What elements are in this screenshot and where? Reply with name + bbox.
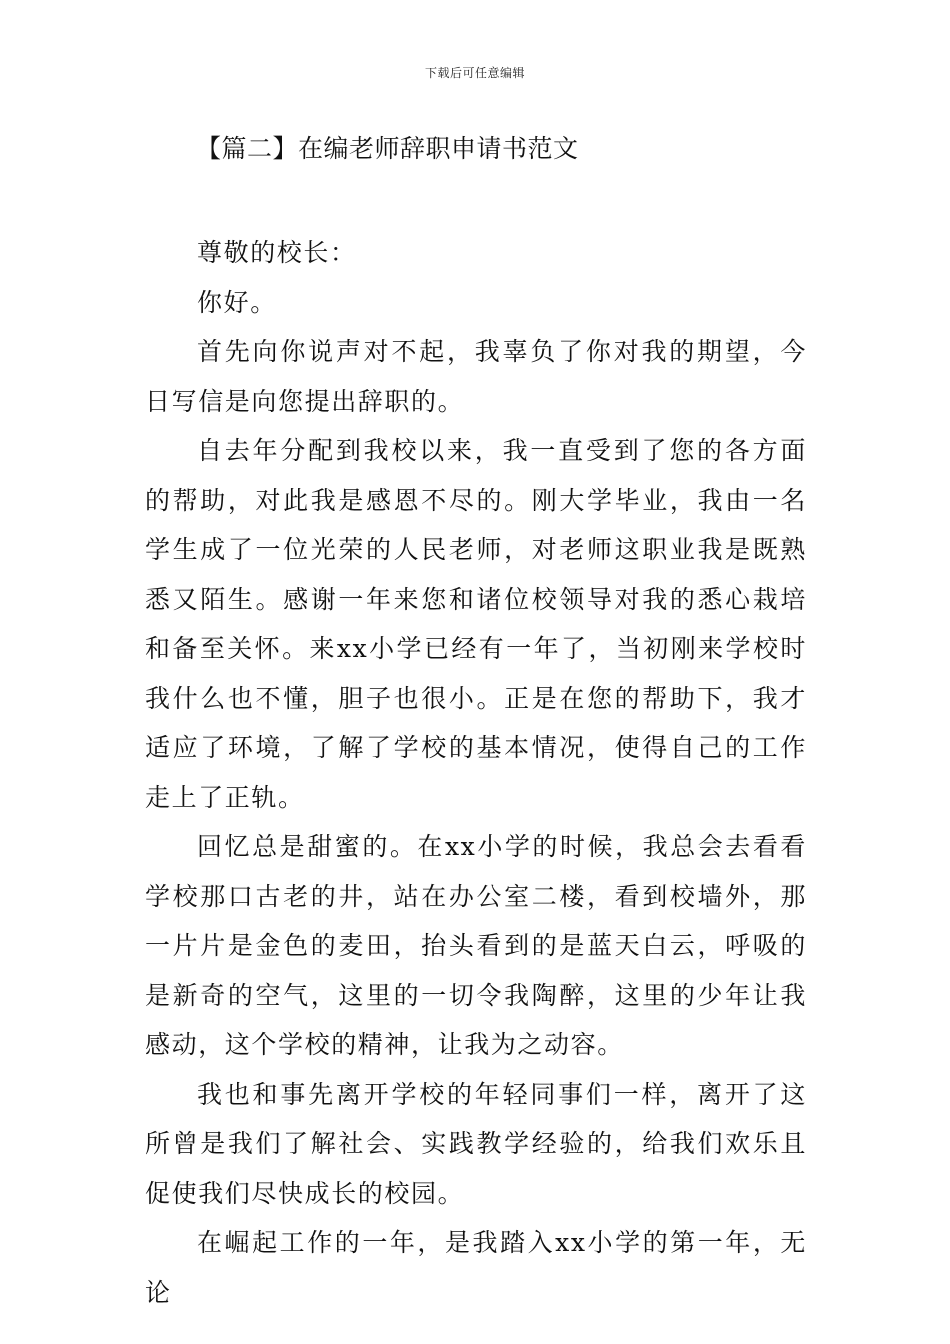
body-paragraph: 我也和事先离开学校的年轻同事们一样，离开了这所曾是我们了解社会、实践教学经验的，给我们欢乐且促使我们尽快成长的校园。 [145,1079,807,1208]
greeting: 你好。 [197,287,277,317]
body-paragraph: 首先向你说声对不起，我辜负了你对我的期望，今日写信是向您提出辞职的。 [145,337,807,416]
body-paragraph: 回忆总是甜蜜的。在xx小学的时候，我总会去看看学校那口古老的井，站在办公室二楼，看到校墙外，那一片片是金色的麦田，抬头看到的是蓝天白云，呼吸的是新奇的空气，这里的一切令我陶醉，这里的少年让我感动，这个学校的精神，让我为之动容。 [145,832,807,1059]
body-paragraph: 自去年分配到我校以来，我一直受到了您的各方面的帮助，对此我是感恩不尽的。刚大学毕业，我由一名学生成了一位光荣的人民老师，对老师这职业我是既熟悉又陌生。感谢一年来您和诸位校领导对我的悉心栽培和备至关怀。来xx小学已经有一年了，当初刚来学校时我什么也不懂，胆子也很小。正是在您的帮助下，我才适应了环境，了解了学校的基本情况，使得自己的工作走上了正轨。 [145,436,807,812]
document-title: 【篇二】在编老师辞职申请书范文 [196,134,579,163]
body-paragraph: 在崛起工作的一年，是我踏入xx小学的第一年，无论 [145,1228,807,1307]
header-note: 下载后可任意编辑 [424,66,525,80]
document-body [145,228,807,1317]
salutation: 尊敬的校长： [197,238,357,267]
